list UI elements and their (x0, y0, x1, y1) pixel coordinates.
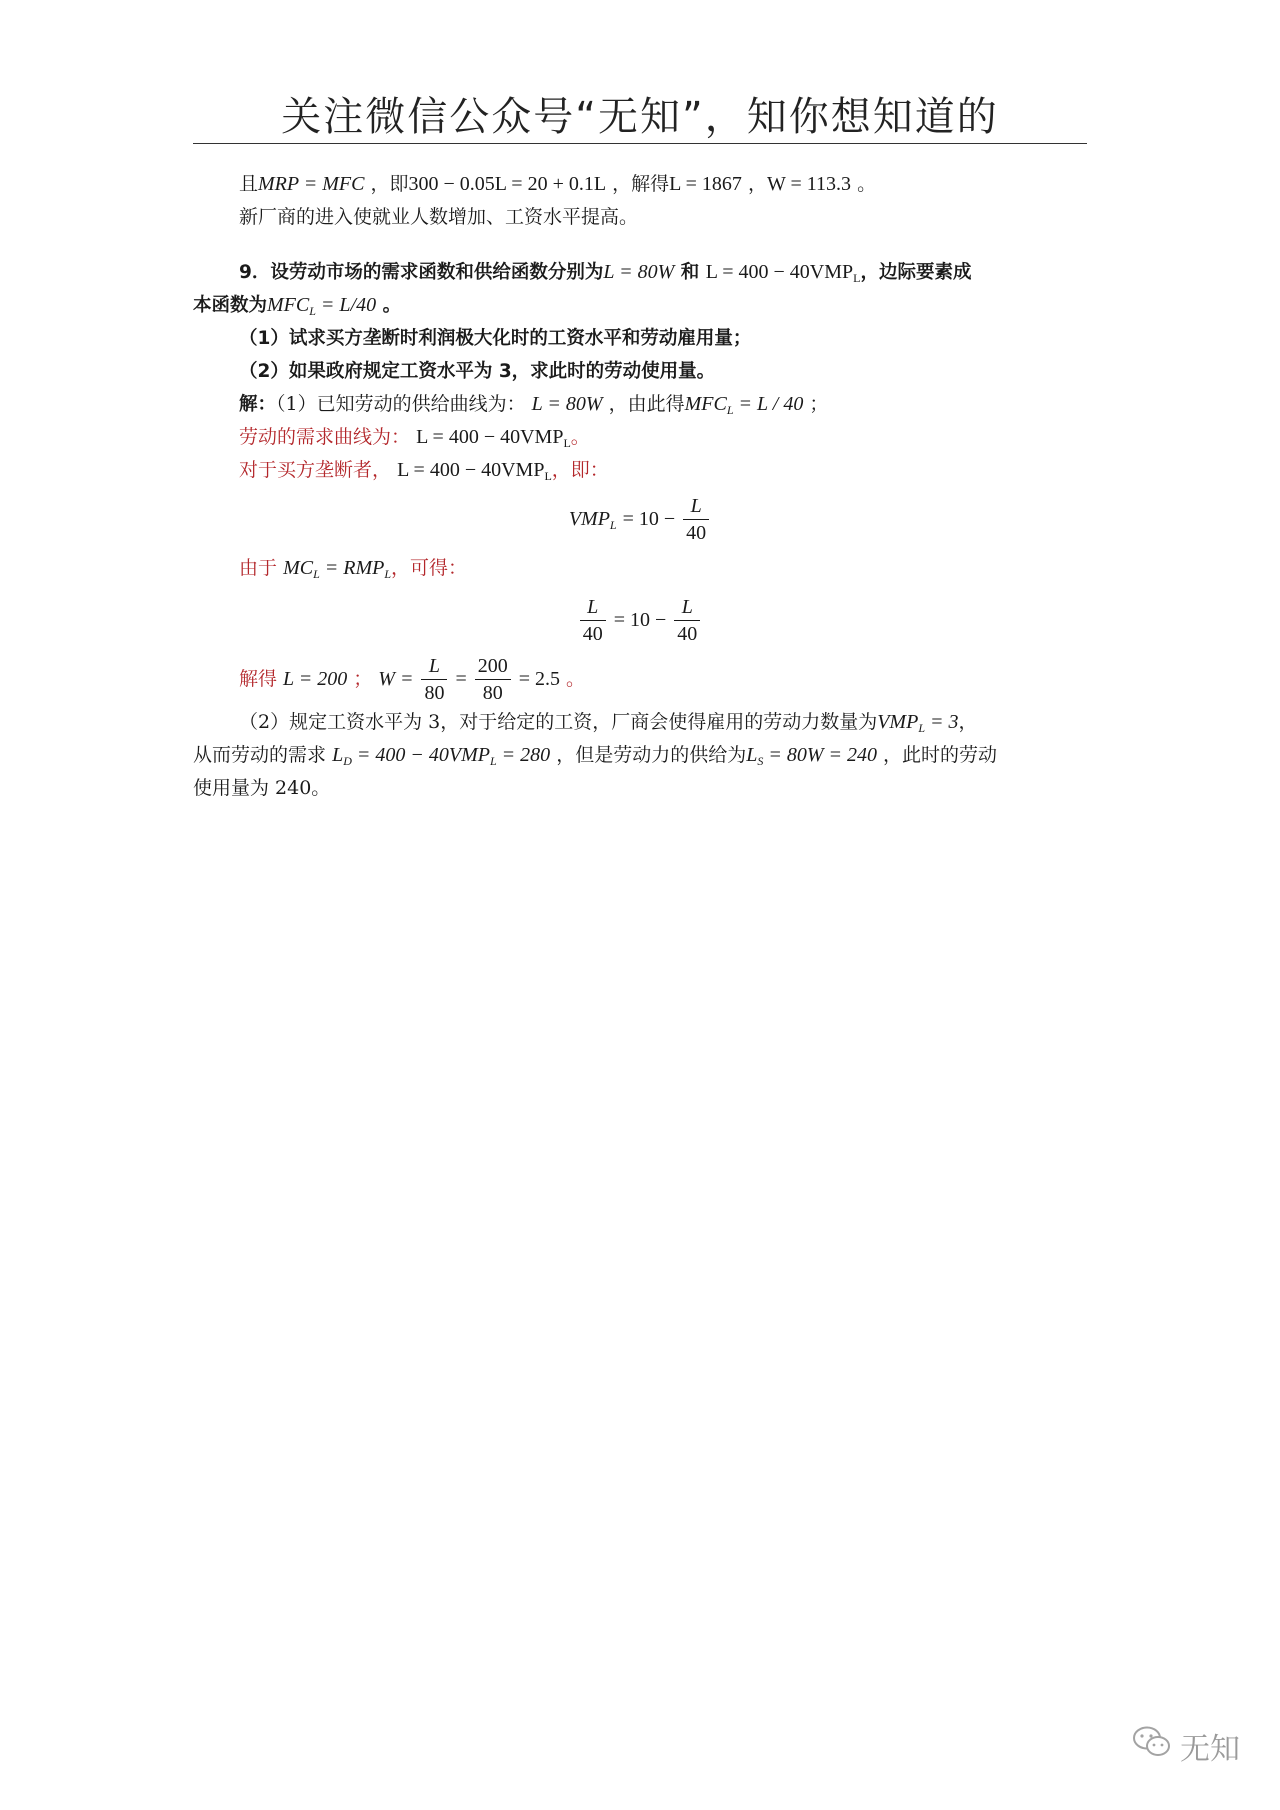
text: ， (747, 173, 767, 195)
text: 劳动的需求曲线为： (239, 426, 411, 448)
solution-line1 (193, 388, 1087, 421)
equation: MRP = MFC (258, 173, 365, 195)
fraction (580, 594, 606, 647)
text: 对于买方垄断者， (239, 459, 392, 481)
equation: = 280 (496, 744, 551, 766)
document-body (193, 168, 1087, 805)
equation: L (332, 744, 344, 766)
equation: L = 80W (603, 261, 675, 283)
text: 由于 (239, 557, 278, 579)
text: ，可得： (391, 557, 468, 579)
fraction (674, 594, 700, 647)
numerator: L (674, 594, 700, 621)
text: 和 (680, 262, 700, 283)
text: ，即： (551, 459, 609, 481)
equation: W = (378, 668, 414, 690)
subscript: L (544, 469, 552, 483)
subscript: L (726, 403, 734, 417)
subscript: L (609, 518, 617, 532)
prev-solution-line1 (193, 168, 1087, 201)
equation: = 400 − 40VMP (351, 744, 490, 766)
subscript: L (918, 721, 925, 735)
fraction (421, 653, 447, 706)
text: ，解得 (612, 173, 670, 195)
equation: = L/40 (315, 294, 377, 316)
equation: = 10 − (613, 609, 667, 631)
text: ， (958, 711, 978, 733)
problem-line1 (193, 256, 1087, 289)
text: ，但是劳动力的供给为 (556, 744, 747, 766)
equation: = 2.5 (518, 668, 561, 690)
equation: = L / 40 (733, 393, 804, 415)
text: 从而劳动的需求 (193, 744, 327, 766)
text: 。 (566, 668, 586, 690)
equation: L = 400 − 40VMP (705, 261, 854, 283)
subscript: L (309, 304, 316, 318)
solution-part2-line2 (193, 739, 1087, 772)
equation: L = 400 − 40VMP (397, 459, 545, 481)
subscript: L (384, 567, 392, 581)
subscript: D (343, 754, 352, 768)
numerator: 200 (475, 653, 511, 680)
solution-line5 (193, 653, 1087, 706)
text: 。 (382, 295, 402, 316)
numerator: L (683, 493, 709, 520)
solution-part2 (193, 706, 1087, 739)
denominator: 80 (482, 682, 503, 704)
prev-solution-line2: 新厂商的进入使就业人数增加、工资水平提高。 (239, 206, 639, 228)
solution-label: 解： (239, 394, 277, 415)
text: 且 (239, 173, 259, 195)
equation: = RMP (319, 557, 385, 579)
text: 本函数为 (193, 295, 268, 316)
numerator: L (421, 653, 447, 680)
question-1: （1）试求买方垄断时利润极大化时的工资水平和劳动雇用量； (239, 328, 752, 349)
equation: = (455, 668, 467, 690)
spacer (193, 234, 1087, 256)
problem-line2 (193, 289, 1087, 322)
equation: MC (283, 557, 314, 579)
header-divider (193, 143, 1087, 144)
equation: L = 80W (531, 393, 603, 415)
solution-line3 (193, 454, 1087, 487)
subscript: S (757, 754, 764, 768)
numerator: L (580, 594, 606, 621)
equation-block-2 (193, 591, 1087, 647)
text: 解得 (239, 668, 278, 690)
page-header-title: 关注微信公众号“无知”，知你想知道的 (281, 94, 999, 140)
denominator: 40 (677, 623, 698, 645)
equation: W = 113.3 (766, 173, 852, 195)
equation: L = 1867 (669, 173, 742, 195)
denominator: 80 (424, 682, 445, 704)
wechat-icon (1132, 1725, 1172, 1767)
equation-block-1 (193, 493, 1087, 546)
text: 。 (857, 173, 877, 195)
equation: L = 200 (283, 668, 348, 690)
equation: L = 400 − 40VMP (416, 426, 564, 448)
subscript: L (853, 271, 861, 285)
equation: L (746, 744, 758, 766)
text: ； (353, 668, 373, 690)
text: ，由此得 (608, 393, 685, 415)
equation: 300 − 0.05L = 20 + 0.1L (408, 173, 607, 195)
equation: MFC (684, 393, 727, 415)
equation: MFC (267, 294, 310, 316)
watermark-text: 无知 (1180, 1732, 1240, 1767)
equation: = 10 − (622, 508, 676, 530)
equation: VMP (568, 508, 610, 530)
text: （1）已知劳动的供给曲线为： (276, 393, 526, 415)
subscript: L (489, 754, 497, 768)
text: ，即 (370, 173, 409, 195)
text: ，边际要素成 (860, 262, 972, 283)
text: 9．设劳动市场的需求函数和供给函数分别为 (239, 262, 604, 283)
solution-line2 (193, 421, 1087, 454)
solution-line4 (193, 552, 1087, 585)
equation: = 3 (925, 711, 959, 733)
text: ，此时的劳动 (883, 744, 998, 766)
text: ； (809, 393, 829, 415)
fraction (683, 493, 709, 546)
question-2: （2）如果政府规定工资水平为 3，求此时的劳动使用量。 (239, 361, 716, 382)
fraction (475, 653, 511, 706)
subscript: L (563, 436, 571, 450)
text: （2）规定工资水平为 3，对于给定的工资，厂商会使得雇用的劳动力数量为 (239, 711, 878, 733)
watermark (1132, 1724, 1240, 1768)
denominator: 40 (686, 522, 707, 544)
equation: VMP (877, 711, 919, 733)
denominator: 40 (582, 623, 603, 645)
text: 。 (570, 426, 590, 448)
subscript: L (313, 567, 320, 581)
solution-part2-line3: 使用量为 240。 (193, 777, 331, 799)
equation: = 80W = 240 (763, 744, 877, 766)
